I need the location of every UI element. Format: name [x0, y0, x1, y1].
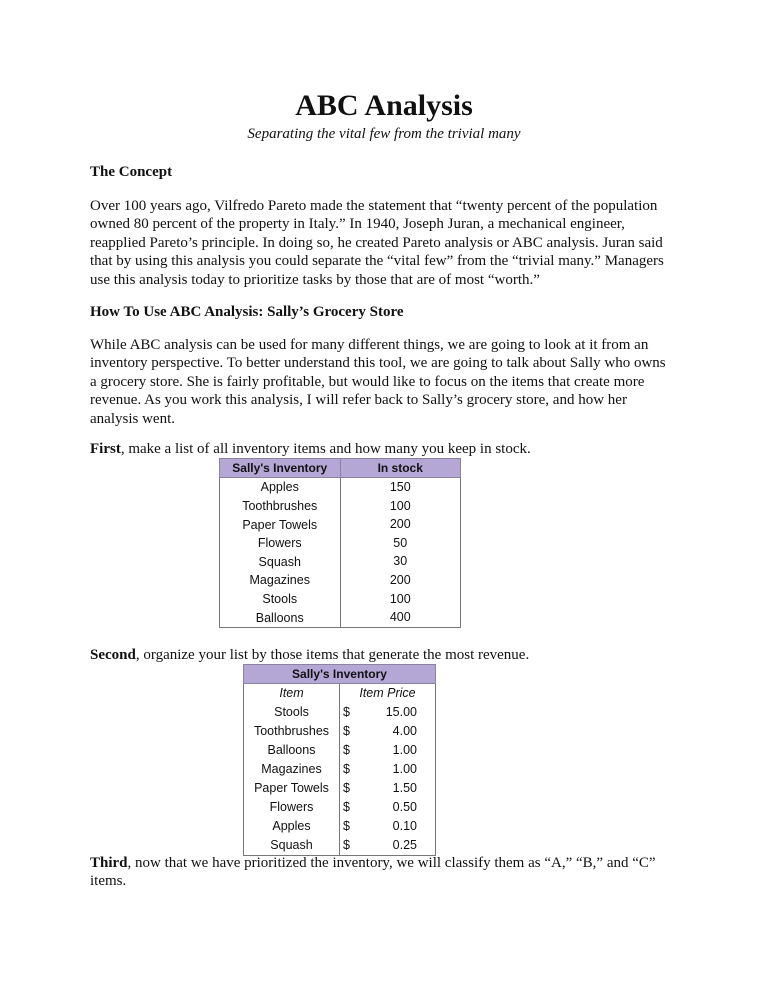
currency-symbol: $ [343, 724, 350, 738]
table1-stock: 100 [340, 497, 461, 516]
page-title: ABC Analysis [295, 89, 473, 122]
table-row [244, 817, 436, 836]
table1-stock: 50 [340, 534, 461, 553]
table-row [244, 798, 436, 817]
step-first-label: First [90, 441, 121, 457]
concept-line: Over 100 years ago, Vilfredo Pareto made the statement that “twenty percent of the population [90, 198, 658, 214]
table2-price: 15.00 [385, 705, 417, 719]
table1-item: Flowers [220, 534, 341, 553]
concept-line: owned 80 percent of the property in Italy.” In 1940, Joseph Juran, a mechanical engineer, [90, 216, 625, 233]
table-row [220, 590, 461, 609]
step-third [90, 854, 690, 890]
table-row [244, 779, 436, 798]
table-row [220, 534, 461, 553]
table2-price: 0.25 [392, 838, 417, 852]
table2-price: 4.00 [392, 724, 417, 738]
howto-line: revenue. As you work this analysis, I will refer back to Sally’s grocery store, and how her [90, 392, 627, 409]
table-row [220, 515, 461, 534]
table2-subheader-item: Item [244, 684, 340, 704]
currency-symbol: $ [343, 800, 350, 814]
table-row [244, 722, 436, 741]
concept-line: that by using this analysis you could separate the “vital few” from the “trivial many.” Managers [90, 253, 664, 270]
table1-stock: 30 [340, 552, 461, 571]
table1-item: Magazines [220, 571, 341, 590]
table-row [244, 741, 436, 760]
step-second-text: , organize your list by those items that generate the most revenue. [135, 647, 530, 663]
step-third-text: , now that we have prioritized the inventory, we will classify them as “A,” “B,” and “C” [127, 855, 656, 871]
table1-stock: 200 [340, 571, 461, 590]
currency-symbol: $ [343, 781, 350, 795]
table1-stock: 100 [340, 590, 461, 609]
table1-stock: 200 [340, 515, 461, 534]
table1-item: Squash [220, 552, 341, 571]
table-row [220, 552, 461, 571]
concept-line: use this analysis today to prioritize tasks by those that are of most “worth.” [90, 271, 540, 288]
inventory-price-table [243, 664, 436, 856]
currency-symbol: $ [343, 838, 350, 852]
table1-stock: 400 [340, 608, 461, 627]
howto-line: While ABC analysis can be used for many different things, we are going to look at it from an [90, 337, 649, 353]
table-row [244, 836, 436, 856]
table2-item: Apples [244, 817, 340, 836]
table-row [220, 478, 461, 497]
step-third-text-cont: items. [90, 873, 127, 889]
howto-line: a grocery store. She is fairly profitable, but would like to focus on the items that create more [90, 373, 645, 390]
table1-item: Apples [220, 478, 341, 497]
table1-item: Paper Towels [220, 515, 341, 534]
table1-header-item: Sally's Inventory [220, 459, 341, 478]
table2-subheader-price: Item Price [340, 684, 436, 704]
table2-item: Squash [244, 836, 340, 856]
howto-heading: How To Use ABC Analysis: Sally’s Grocery Store [90, 304, 404, 320]
step-third-label: Third [90, 855, 128, 871]
table1-item: Balloons [220, 608, 341, 627]
table2-price: 1.00 [392, 762, 417, 776]
step-second-label: Second [90, 647, 136, 663]
currency-symbol: $ [343, 762, 350, 776]
concept-heading: The Concept [90, 164, 173, 180]
currency-symbol: $ [343, 743, 350, 757]
table2-price: 0.10 [392, 819, 417, 833]
table2-header: Sally's Inventory [244, 665, 436, 684]
table1-stock: 150 [340, 478, 461, 497]
currency-symbol: $ [343, 819, 350, 833]
currency-symbol: $ [343, 705, 350, 719]
howto-paragraph [90, 336, 690, 428]
table2-item: Balloons [244, 741, 340, 760]
step-second [90, 646, 690, 664]
inventory-stock-table [219, 458, 461, 628]
howto-line: analysis went. [90, 410, 175, 427]
table2-price: 1.00 [392, 743, 417, 757]
concept-line: reapplied Pareto’s principle. In doing so, he created Pareto analysis or ABC analysis. Juran said [90, 234, 663, 251]
table2-item: Toothbrushes [244, 722, 340, 741]
table1-item: Toothbrushes [220, 497, 341, 516]
howto-line: inventory perspective. To better understand this tool, we are going to talk about Sally who owns [90, 355, 666, 372]
table-row [220, 497, 461, 516]
table-row [244, 684, 436, 704]
table-row [220, 608, 461, 627]
concept-paragraph [90, 197, 690, 289]
table-row [220, 571, 461, 590]
table-row [244, 760, 436, 779]
step-first [90, 440, 690, 458]
table2-price: 1.50 [392, 781, 417, 795]
table2-item: Flowers [244, 798, 340, 817]
table2-item: Stools [244, 703, 340, 722]
table1-item: Stools [220, 590, 341, 609]
table2-price: 0.50 [392, 800, 417, 814]
table2-item: Magazines [244, 760, 340, 779]
page-subtitle: Separating the vital few from the trivial many [247, 126, 521, 142]
step-first-text: , make a list of all inventory items and how many you keep in stock. [120, 441, 531, 457]
table2-item: Paper Towels [244, 779, 340, 798]
table-row [244, 703, 436, 722]
table1-header-stock: In stock [340, 459, 461, 478]
